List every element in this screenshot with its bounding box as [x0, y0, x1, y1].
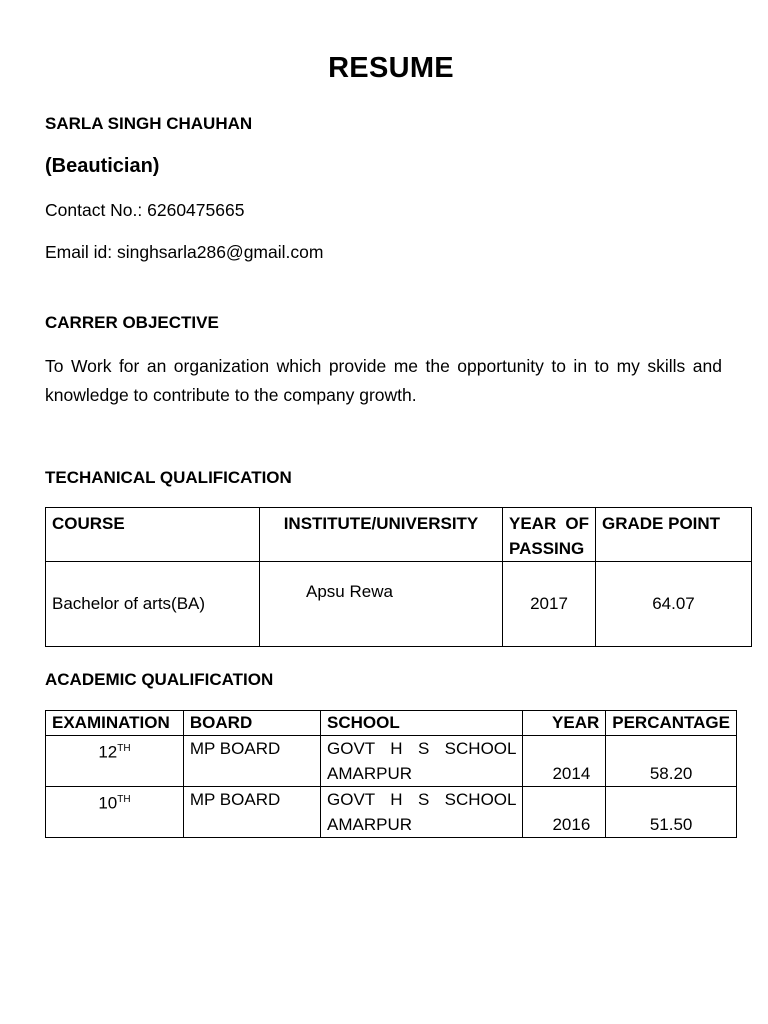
table-row: [46, 736, 737, 787]
objective-heading: CARRER OBJECTIVE: [45, 313, 219, 332]
contact-number: Contact No.: 6260475665: [45, 200, 245, 220]
column-header: BOARD: [183, 711, 320, 736]
column-header: GRADE POINT: [596, 508, 752, 562]
column-header: PERCANTAGE: [606, 711, 737, 736]
institute-cell: Apsu Rewa: [260, 562, 503, 647]
course-cell: Bachelor of arts(BA): [46, 562, 260, 647]
grade-cell: 64.07: [596, 562, 752, 647]
column-header: SCHOOL: [321, 711, 523, 736]
email-address: Email id: singhsarla286@gmail.com: [45, 242, 324, 262]
exam-cell: 10TH: [46, 787, 184, 838]
column-header: EXAMINATION: [46, 711, 184, 736]
table-row: [46, 787, 737, 838]
table-header-row: [46, 711, 737, 736]
objective-text: To Work for an organization which provide me the opportunity to in to my skills and knowledge to contribute to the company growth.: [45, 356, 722, 405]
year-cell: 2014: [523, 736, 606, 787]
page-title: RESUME: [328, 52, 454, 84]
school-cell: GOVT H S SCHOOL AMARPUR: [321, 787, 523, 838]
column-header: YEAR: [523, 711, 606, 736]
applicant-name: SARLA SINGH CHAUHAN: [45, 114, 253, 133]
table-row: [46, 562, 752, 647]
table-header-row: [46, 508, 752, 562]
technical-qualification-table: [45, 507, 752, 647]
percentage-cell: 58.20: [606, 736, 737, 787]
column-header: YEAR OF PASSING: [503, 508, 596, 562]
year-cell: 2017: [503, 562, 596, 647]
applicant-profession: (Beautician): [45, 155, 160, 177]
technical-heading: TECHANICAL QUALIFICATION: [45, 468, 292, 487]
percentage-cell: 51.50: [606, 787, 737, 838]
board-cell: MP BOARD: [183, 787, 320, 838]
year-cell: 2016: [523, 787, 606, 838]
academic-heading: ACADEMIC QUALIFICATION: [45, 670, 274, 689]
column-header: COURSE: [46, 508, 260, 562]
column-header: INSTITUTE/UNIVERSITY: [260, 508, 503, 562]
exam-cell: 12TH: [46, 736, 184, 787]
board-cell: MP BOARD: [183, 736, 320, 787]
school-cell: GOVT H S SCHOOL AMARPUR: [321, 736, 523, 787]
academic-qualification-table: [45, 710, 737, 838]
